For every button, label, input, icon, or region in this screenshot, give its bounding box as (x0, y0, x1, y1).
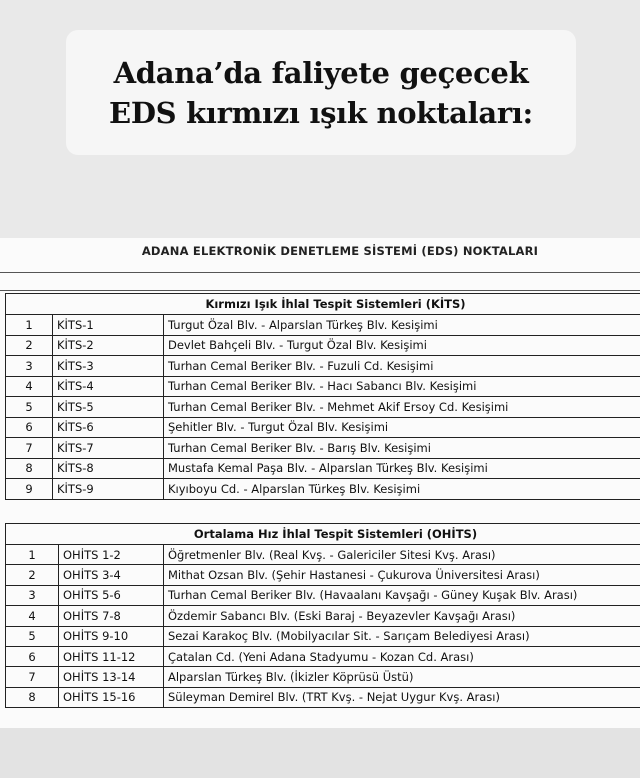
ohits-table (5, 523, 640, 708)
row-number: 3 (6, 585, 59, 605)
row-code: OHİTS 3-4 (59, 565, 164, 585)
row-location: Alparslan Türkeş Blv. (İkizler Köprüsü Üstü) (164, 667, 640, 687)
row-number: 8 (6, 458, 53, 479)
row-number: 1 (6, 315, 53, 336)
row-number: 6 (6, 646, 59, 666)
table-row (6, 335, 640, 356)
row-location: Öğretmenler Blv. (Real Kvş. - Galericiler Sitesi Kvş. Arası) (164, 545, 640, 565)
row-code: KİTS-7 (53, 438, 164, 459)
row-code: OHİTS 5-6 (59, 585, 164, 605)
row-location: Kıyıboyu Cd. - Alparslan Türkeş Blv. Kesişimi (164, 479, 640, 500)
table-row (6, 626, 640, 646)
row-location: Turhan Cemal Beriker Blv. - Mehmet Akif Ersoy Cd. Kesişimi (164, 397, 640, 418)
table-row (6, 687, 640, 707)
row-code: OHİTS 9-10 (59, 626, 164, 646)
kits-rows (6, 315, 640, 500)
row-code: KİTS-9 (53, 479, 164, 500)
row-number: 8 (6, 687, 59, 707)
row-code: OHİTS 7-8 (59, 606, 164, 626)
row-location: Turhan Cemal Beriker Blv. - Barış Blv. Kesişimi (164, 438, 640, 459)
row-number: 7 (6, 438, 53, 459)
table-row (6, 438, 640, 459)
row-location: Mithat Ozsan Blv. (Şehir Hastanesi - Çukurova Üniversitesi Arası) (164, 565, 640, 585)
table-row (6, 545, 640, 565)
table-row (6, 606, 640, 626)
row-number: 7 (6, 667, 59, 687)
row-code: KİTS-3 (53, 356, 164, 377)
row-code: OHİTS 1-2 (59, 545, 164, 565)
row-code: KİTS-1 (53, 315, 164, 336)
table-row (6, 585, 640, 605)
row-number: 2 (6, 565, 59, 585)
row-location: Turhan Cemal Beriker Blv. (Havaalanı Kavşağı - Güney Kuşak Blv. Arası) (164, 585, 640, 605)
table-row (6, 458, 640, 479)
table-row (6, 646, 640, 666)
divider (0, 272, 640, 273)
row-location: Devlet Bahçeli Blv. - Turgut Özal Blv. Kesişimi (164, 335, 640, 356)
document-title: ADANA ELEKTRONİK DENETLEME SİSTEMİ (EDS) NOKTALARI (141, 244, 539, 258)
table-row (6, 376, 640, 397)
table-row (6, 417, 640, 438)
row-location: Turhan Cemal Beriker Blv. - Hacı Sabancı Blv. Kesişimi (164, 376, 640, 397)
kits-heading: Kırmızı Işık İhlal Tespit Sistemleri (KİTS) (6, 294, 640, 315)
row-code: OHİTS 13-14 (59, 667, 164, 687)
row-code: KİTS-2 (53, 335, 164, 356)
row-location: Şehitler Blv. - Turgut Özal Blv. Kesişimi (164, 417, 640, 438)
row-location: Turhan Cemal Beriker Blv. - Fuzuli Cd. Kesişimi (164, 356, 640, 377)
row-location: Özdemir Sabancı Blv. (Eski Baraj - Beyazevler Kavşağı Arası) (164, 606, 640, 626)
row-location: Çatalan Cd. (Yeni Adana Stadyumu - Kozan Cd. Arası) (164, 646, 640, 666)
row-number: 4 (6, 606, 59, 626)
row-number: 3 (6, 356, 53, 377)
row-number: 5 (6, 626, 59, 646)
kits-table (5, 293, 640, 500)
row-number: 6 (6, 417, 53, 438)
table-row (6, 667, 640, 687)
row-code: OHİTS 15-16 (59, 687, 164, 707)
row-code: KİTS-5 (53, 397, 164, 418)
table-row (6, 356, 640, 377)
row-code: KİTS-4 (53, 376, 164, 397)
row-number: 1 (6, 545, 59, 565)
page-footer-band (0, 728, 640, 778)
document-sheet (0, 238, 640, 728)
table-row (6, 565, 640, 585)
table-row (6, 479, 640, 500)
row-number: 5 (6, 397, 53, 418)
row-code: KİTS-8 (53, 458, 164, 479)
row-location: Sezai Karakoç Blv. (Mobilyacılar Sit. - Sarıçam Belediyesi Arası) (164, 626, 640, 646)
table-row (6, 397, 640, 418)
row-location: Süleyman Demirel Blv. (TRT Kvş. - Nejat Uygur Kvş. Arası) (164, 687, 640, 707)
headline-line-1: Adana’da faliyete geçecek (113, 55, 529, 90)
headline-line-2: EDS kırmızı ışık noktaları: (109, 95, 533, 130)
divider (0, 290, 640, 291)
ohits-rows (6, 545, 640, 708)
row-number: 9 (6, 479, 53, 500)
row-location: Turgut Özal Blv. - Alparslan Türkeş Blv. Kesişimi (164, 315, 640, 336)
ohits-heading: Ortalama Hız İhlal Tespit Sistemleri (OHİTS) (6, 524, 640, 545)
row-code: OHİTS 11-12 (59, 646, 164, 666)
row-number: 4 (6, 376, 53, 397)
table-row (6, 315, 640, 336)
row-number: 2 (6, 335, 53, 356)
row-code: KİTS-6 (53, 417, 164, 438)
headline-card (66, 30, 576, 155)
row-location: Mustafa Kemal Paşa Blv. - Alparslan Türkeş Blv. Kesişimi (164, 458, 640, 479)
